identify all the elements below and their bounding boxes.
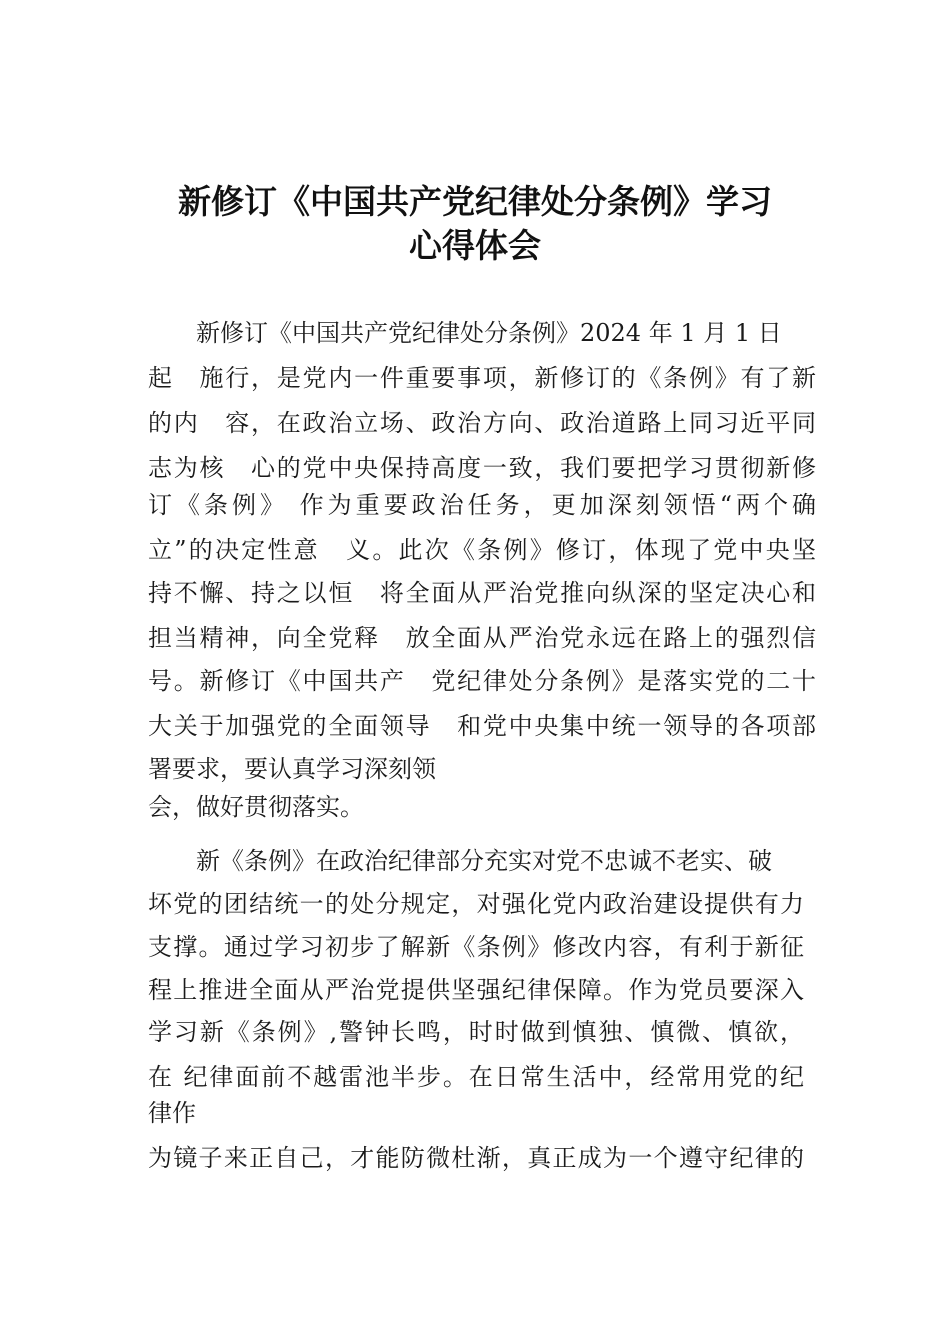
- paragraph-line: 订《条例》 作为重要政治任务，更加深刻领悟“两个确: [148, 491, 816, 519]
- paragraph-line: 坏党的团结统一的处分规定，对强化党内政治建设提供有力: [148, 890, 804, 918]
- paragraph-line: 为镜子来正自己，才能防微杜渐，真正成为一个遵守纪律的: [148, 1144, 804, 1172]
- paragraph-line: 的内 容，在政治立场、政治方向、政治道路上同习近平同: [148, 409, 816, 437]
- document-title-line-1: 新修订《中国共产党纪律处分条例》学习: [178, 182, 772, 221]
- paragraph-line: 大关于加强党的全面领导 和党中央集中统一领导的各项部: [148, 712, 816, 740]
- paragraph-line: 立”的决定性意 义。此次《条例》修订，体现了党中央坚: [148, 536, 816, 564]
- paragraph-line: 持不懈、持之以恒 将全面从严治党推向纵深的坚定决心和: [148, 579, 816, 607]
- paragraph-line: 担当精神，向全党释 放全面从严治党永远在路上的强烈信: [148, 624, 816, 652]
- paragraph-line: 会，做好贯彻落实。: [148, 793, 364, 821]
- paragraph-line: 在 纪律面前不越雷池半步。在日常生活中，经常用党的纪: [148, 1063, 804, 1091]
- paragraph-line: 学习新《条例》,警钟长鸣，时时做到慎独、慎微、慎欲，: [148, 1018, 804, 1046]
- paragraph-line: 律作: [148, 1099, 196, 1127]
- document-title-line-2: 心得体会: [409, 226, 541, 265]
- paragraph-line: 支撑。通过学习初步了解新《条例》修改内容，有利于新征: [148, 933, 804, 961]
- paragraph-line: 署要求，要认真学习深刻领: [148, 755, 436, 783]
- paragraph-line: 程上推进全面从严治党提供坚强纪律保障。作为党员要深入: [148, 976, 804, 1004]
- paragraph-line: 新《条例》在政治纪律部分充实对党不忠诚不老实、破: [196, 847, 772, 875]
- paragraph-line: 起 施行，是党内一件重要事项，新修订的《条例》有了新: [148, 364, 816, 392]
- paragraph-line: 号。新修订《中国共产 党纪律处分条例》是落实党的二十: [148, 667, 816, 695]
- paragraph-line: 志为核 心的党中央保持高度一致，我们要把学习贯彻新修: [148, 454, 816, 482]
- paragraph-line: 新修订《中国共产党纪律处分条例》2024 年 1 月 1 日: [196, 319, 782, 347]
